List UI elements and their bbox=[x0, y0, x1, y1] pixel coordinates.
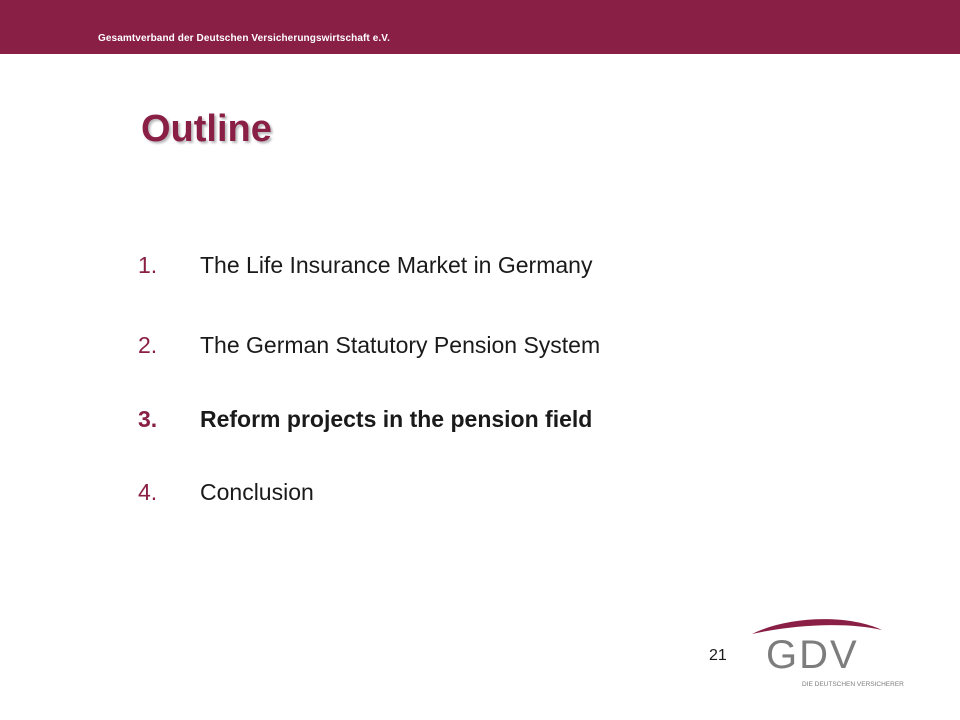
outline-item-1 bbox=[138, 252, 592, 279]
outline-item-4 bbox=[138, 479, 314, 506]
slide-number: 21 bbox=[709, 647, 727, 664]
logo-swoosh bbox=[752, 619, 882, 634]
item-number: 3. bbox=[138, 406, 158, 432]
header-bar bbox=[0, 0, 960, 54]
item-number: 1. bbox=[138, 252, 158, 278]
item-label: Conclusion bbox=[200, 479, 314, 505]
logo-tagline: DIE DEUTSCHEN VERSICHERER bbox=[802, 681, 904, 688]
outline-item-3-current bbox=[138, 406, 592, 433]
item-number: 4. bbox=[138, 479, 158, 505]
gdv-logo bbox=[748, 616, 904, 692]
organization-name: Gesamtverband der Deutschen Versicherungswirtschaft e.V. bbox=[98, 33, 391, 44]
page-title: Outline bbox=[141, 108, 272, 150]
item-label: The Life Insurance Market in Germany bbox=[200, 252, 593, 278]
item-label: The German Statutory Pension System bbox=[200, 332, 601, 358]
outline-item-2 bbox=[138, 332, 600, 359]
item-number: 2. bbox=[138, 332, 158, 358]
logo-wordmark: GDV bbox=[766, 633, 859, 677]
item-label: Reform projects in the pension field bbox=[200, 406, 593, 432]
